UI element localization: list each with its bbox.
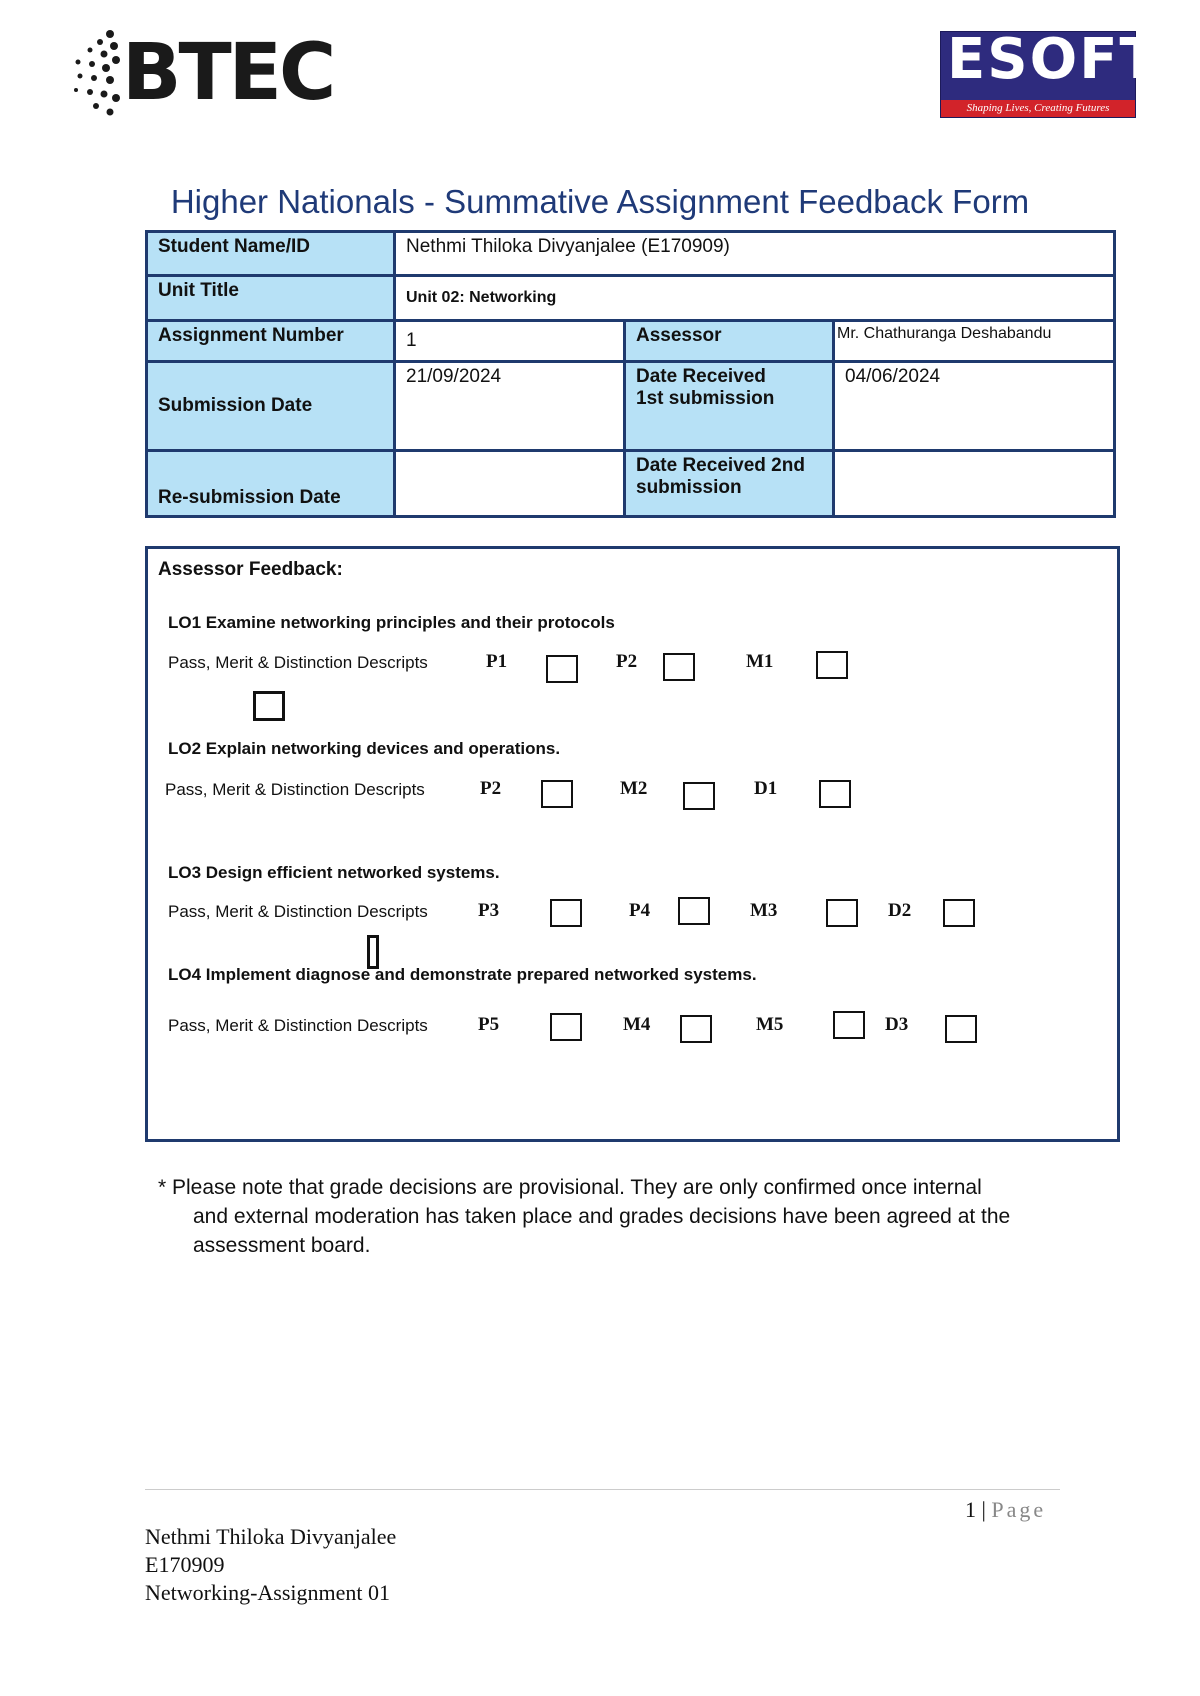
grade-note-line2: and external moderation has taken place and grades decisions have been agreed at the: [193, 1205, 1011, 1228]
resubmission-date-value: [395, 451, 625, 517]
page-number-value: 1: [965, 1497, 976, 1522]
lo3-title: LO3 Design efficient networked systems.: [168, 863, 500, 882]
assessor-value: Mr. Chathuranga Deshabandu: [834, 321, 1115, 362]
form-title: Higher Nationals - Summative Assignment Feedback Form: [170, 183, 1030, 220]
footer-id: E170909: [145, 1552, 225, 1577]
lo3-code-p4: P4: [629, 900, 651, 921]
lo2-p2-checkbox[interactable]: [541, 780, 573, 808]
student-name-label: Student Name/ID: [147, 232, 395, 276]
lo1-p2-checkbox[interactable]: [663, 653, 695, 681]
lo1-code-m1: M1: [746, 651, 774, 672]
lo4-m5-checkbox[interactable]: [833, 1011, 865, 1039]
lo2-title: LO2 Explain networking devices and operations.: [168, 739, 561, 758]
btec-wordmark: BTEC: [122, 28, 334, 118]
lo1-code-p1: P1: [486, 651, 508, 672]
lo4-p5-checkbox[interactable]: [550, 1013, 582, 1041]
date-received-2-label: [625, 451, 834, 517]
esoft-logo: [940, 27, 1160, 118]
lo4-d3-checkbox[interactable]: [945, 1015, 977, 1043]
assignment-number-value: 1: [395, 321, 625, 362]
page-number: [965, 1497, 1046, 1523]
lo4-pmd-label: Pass, Merit & Distinction Descripts: [168, 1016, 428, 1035]
lo3-code-p3: P3: [478, 900, 500, 921]
lo2-code-p2: P2: [480, 778, 502, 799]
student-info-table: [145, 230, 1116, 518]
lo3-extra-checkbox[interactable]: [367, 935, 379, 969]
lo3-p3-checkbox[interactable]: [550, 899, 582, 927]
assessor-label: Assessor: [625, 321, 834, 362]
submission-date-value: 21/09/2024: [395, 362, 625, 451]
date-received-1-label: [625, 362, 834, 451]
lo1-p1-checkbox[interactable]: [546, 655, 578, 683]
lo4-code-m4: M4: [623, 1014, 651, 1035]
lo1-m1-checkbox[interactable]: [816, 651, 848, 679]
lo4-code-m5: M5: [756, 1014, 784, 1035]
assessor-feedback-box: [145, 546, 1120, 1142]
lo2-m2-checkbox[interactable]: [683, 782, 715, 810]
lo4-code-p5: P5: [478, 1014, 500, 1035]
date-received-1-label-line2: 1st submission: [636, 388, 775, 409]
grade-note-line1: * Please note that grade decisions are provisional. They are only confirmed once internal: [158, 1176, 982, 1199]
page-number-separator: |: [981, 1497, 986, 1522]
assessor-feedback-heading: Assessor Feedback:: [158, 559, 343, 580]
lo3-p4-checkbox[interactable]: [678, 897, 710, 925]
page-word: Page: [991, 1497, 1047, 1522]
lo1-title: LO1 Examine networking principles and their protocols: [168, 613, 615, 632]
date-received-2-label-line1: Date Received 2nd: [636, 455, 805, 476]
submission-date-label: Submission Date: [147, 362, 395, 451]
lo4-m4-checkbox[interactable]: [680, 1015, 712, 1043]
footer-info: [145, 1523, 396, 1607]
btec-logo: [70, 28, 334, 118]
date-received-1-label-line1: Date Received: [636, 366, 766, 387]
unit-title-label: Unit Title: [147, 276, 395, 321]
resubmission-date-label: Re-submission Date: [147, 451, 395, 517]
lo4-code-d3: D3: [885, 1014, 909, 1035]
lo2-code-m2: M2: [620, 778, 648, 799]
btec-dots-icon: [70, 28, 122, 118]
lo1-pmd-label: Pass, Merit & Distinction Descripts: [168, 653, 428, 672]
lo1-code-p2: P2: [616, 651, 638, 672]
grade-note-line3: assessment board.: [193, 1234, 371, 1257]
esoft-wordmark: ESOFT: [947, 27, 1160, 92]
unit-title-value: Unit 02: Networking: [395, 276, 1115, 321]
lo3-m3-checkbox[interactable]: [826, 899, 858, 927]
student-name-value: Nethmi Thiloka Divyanjalee (E170909): [395, 232, 1115, 276]
lo2-code-d1: D1: [754, 778, 778, 799]
lo3-d2-checkbox[interactable]: [943, 899, 975, 927]
date-received-2-label-line2: submission: [636, 477, 742, 498]
lo3-code-m3: M3: [750, 900, 778, 921]
footer-doc: Networking-Assignment 01: [145, 1580, 391, 1605]
lo2-d1-checkbox[interactable]: [819, 780, 851, 808]
footer-divider: [145, 1489, 1060, 1490]
date-received-2-value: [834, 451, 1115, 517]
lo4-title: LO4 Implement diagnose and demonstrate prepared networked systems.: [168, 965, 757, 984]
lo3-code-d2: D2: [888, 900, 912, 921]
grade-note: [158, 1173, 1058, 1260]
lo2-pmd-label: Pass, Merit & Distinction Descripts: [165, 780, 425, 799]
esoft-tagline: Shaping Lives, Creating Futures: [941, 100, 1135, 117]
lo1-extra-checkbox[interactable]: [253, 691, 285, 721]
assignment-number-label: Assignment Number: [147, 321, 395, 362]
lo3-pmd-label: Pass, Merit & Distinction Descripts: [168, 902, 428, 921]
footer-name: Nethmi Thiloka Divyanjalee: [145, 1524, 397, 1549]
date-received-1-value: 04/06/2024: [834, 362, 1115, 451]
